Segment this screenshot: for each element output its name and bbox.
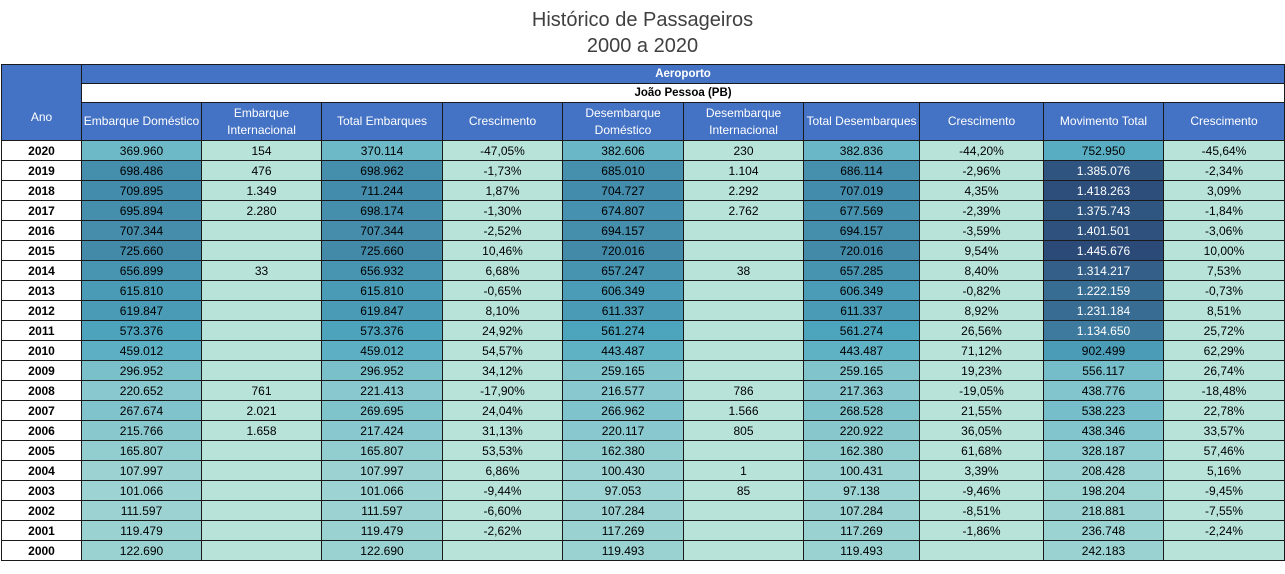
table-cell [684,221,804,241]
table-cell: 677.569 [804,201,920,221]
year-cell: 2000 [2,541,82,561]
table-cell: 1.231.184 [1044,301,1164,321]
table-cell: 459.012 [322,341,443,361]
table-cell: 561.274 [563,321,684,341]
year-cell: 2017 [2,201,82,221]
year-cell: 2008 [2,381,82,401]
page-title [0,0,1285,64]
table-cell: 19,23% [920,361,1044,381]
table-cell: 694.157 [804,221,920,241]
table-cell: 71,12% [920,341,1044,361]
table-cell: 6,68% [443,261,563,281]
table-cell: 24,04% [443,401,563,421]
table-cell: 1.385.076 [1044,161,1164,181]
table-cell: 1,87% [443,181,563,201]
table-row [2,161,1285,181]
table-cell: 3,09% [1164,181,1285,201]
city-header: João Pessoa (PB) [82,84,1285,103]
table-cell: 720.016 [804,241,920,261]
table-cell: 117.269 [563,521,684,541]
table-cell: -1,30% [443,201,563,221]
table-cell: 9,54% [920,241,1044,261]
year-cell: 2013 [2,281,82,301]
table-cell: 695.894 [82,201,202,221]
table-cell: -2,39% [920,201,1044,221]
table-cell: 1.418.263 [1044,181,1164,201]
table-cell: 217.363 [804,381,920,401]
table-cell: 266.962 [563,401,684,421]
table-cell [684,361,804,381]
table-cell: 1.134.650 [1044,321,1164,341]
year-cell: 2016 [2,221,82,241]
table-cell: 296.952 [322,361,443,381]
table-cell: 269.695 [322,401,443,421]
year-cell: 2007 [2,401,82,421]
table-cell: 259.165 [804,361,920,381]
table-cell: 236.748 [1044,521,1164,541]
table-row [2,461,1285,481]
table-cell [202,521,322,541]
table-cell: 704.727 [563,181,684,201]
table-cell [202,301,322,321]
table-cell: 438.346 [1044,421,1164,441]
table-cell: 5,16% [1164,461,1285,481]
table-cell: 674.807 [563,201,684,221]
table-cell: 328.187 [1044,441,1164,461]
table-row [2,481,1285,501]
table-cell: 53,53% [443,441,563,461]
table-cell: 6,86% [443,461,563,481]
year-cell: 2004 [2,461,82,481]
table-cell: 686.114 [804,161,920,181]
table-cell: -6,60% [443,501,563,521]
table-cell: 443.487 [804,341,920,361]
table-row [2,321,1285,341]
table-cell: 538.223 [1044,401,1164,421]
table-cell: 218.881 [1044,501,1164,521]
table-cell [202,361,322,381]
table-row [2,261,1285,281]
table-cell [202,221,322,241]
column-header: Crescimento [443,103,563,141]
table-cell: 707.344 [82,221,202,241]
table-row [2,541,1285,561]
table-cell [202,241,322,261]
table-cell: 217.424 [322,421,443,441]
table-cell: -9,46% [920,481,1044,501]
table-cell: 119.493 [804,541,920,561]
year-cell: 2002 [2,501,82,521]
year-cell: 2003 [2,481,82,501]
table-cell [202,341,322,361]
year-header: Ano [2,65,82,141]
table-cell [684,501,804,521]
table-cell: 1.566 [684,401,804,421]
table-cell: 725.660 [82,241,202,261]
table-cell: -9,45% [1164,481,1285,501]
table-cell: -1,86% [920,521,1044,541]
table-cell: 101.066 [82,481,202,501]
table-cell: 606.349 [563,281,684,301]
table-row [2,281,1285,301]
table-cell [684,341,804,361]
table-cell [202,461,322,481]
table-cell: 107.997 [322,461,443,481]
table-cell: 2.292 [684,181,804,201]
table-cell: 216.577 [563,381,684,401]
table-cell: 3,39% [920,461,1044,481]
table-row [2,141,1285,161]
table-row [2,441,1285,461]
table-cell: 162.380 [563,441,684,461]
table-cell: 606.349 [804,281,920,301]
table-cell: 259.165 [563,361,684,381]
table-row [2,301,1285,321]
table-cell: 267.674 [82,401,202,421]
table-row [2,381,1285,401]
table-cell [1164,541,1285,561]
table-cell [684,241,804,261]
table-cell: 611.337 [804,301,920,321]
table-cell: 707.344 [322,221,443,241]
table-cell: 1.349 [202,181,322,201]
table-cell: -1,73% [443,161,563,181]
table-cell: 26,56% [920,321,1044,341]
table-cell: 573.376 [322,321,443,341]
table-cell: 4,35% [920,181,1044,201]
table-row [2,501,1285,521]
table-cell: 21,55% [920,401,1044,421]
table-cell: 2.021 [202,401,322,421]
table-cell: 902.499 [1044,341,1164,361]
table-cell: 10,00% [1164,241,1285,261]
table-cell: 656.899 [82,261,202,281]
table-cell: -9,44% [443,481,563,501]
table-cell: 22,78% [1164,401,1285,421]
table-cell: -19,05% [920,381,1044,401]
table-cell: 165.807 [82,441,202,461]
table-cell: 698.174 [322,201,443,221]
table-cell: 36,05% [920,421,1044,441]
table-cell [684,441,804,461]
airport-header: Aeroporto [82,65,1285,84]
table-cell: 2.280 [202,201,322,221]
table-cell: 573.376 [82,321,202,341]
table-cell: 101.066 [322,481,443,501]
table-cell: 1.401.501 [1044,221,1164,241]
table-row [2,421,1285,441]
table-row [2,241,1285,261]
table-cell: 2.762 [684,201,804,221]
table-cell: 111.597 [82,501,202,521]
column-header: Crescimento [1164,103,1285,141]
table-cell: -2,52% [443,221,563,241]
table-cell: 382.606 [563,141,684,161]
table-row [2,181,1285,201]
table-cell: 382.836 [804,141,920,161]
column-header: Embarque Internacional [202,103,322,141]
table-cell [684,301,804,321]
table-cell: 25,72% [1164,321,1285,341]
table-cell: 1.222.159 [1044,281,1164,301]
year-cell: 2009 [2,361,82,381]
table-cell: 122.690 [322,541,443,561]
table-cell: 1.104 [684,161,804,181]
table-cell: 725.660 [322,241,443,261]
table-cell: -8,51% [920,501,1044,521]
table-cell: 720.016 [563,241,684,261]
table-cell: 54,57% [443,341,563,361]
table-cell: 619.847 [82,301,202,321]
table-cell: 57,46% [1164,441,1285,461]
table-cell: -7,55% [1164,501,1285,521]
table-cell [202,541,322,561]
table-cell: 154 [202,141,322,161]
table-cell: 369.960 [82,141,202,161]
table-row [2,401,1285,421]
year-cell: 2020 [2,141,82,161]
title-line-1: Histórico de Passageiros [531,9,754,31]
table-cell: 33 [202,261,322,281]
table-cell: -2,24% [1164,521,1285,541]
table-cell: 556.117 [1044,361,1164,381]
table-cell: 119.479 [322,521,443,541]
table-row [2,221,1285,241]
table-cell: 615.810 [82,281,202,301]
year-cell: 2005 [2,441,82,461]
table-cell: 459.012 [82,341,202,361]
table-cell: 61,68% [920,441,1044,461]
table-cell [443,541,563,561]
table-cell: 221.413 [322,381,443,401]
table-cell: 119.479 [82,521,202,541]
table-cell: 694.157 [563,221,684,241]
year-cell: 2018 [2,181,82,201]
table-cell: -17,90% [443,381,563,401]
table-cell: 707.019 [804,181,920,201]
table-cell: -3,06% [1164,221,1285,241]
table-cell: 111.597 [322,501,443,521]
table-cell: 107.997 [82,461,202,481]
table-cell: 62,29% [1164,341,1285,361]
table-cell: -44,20% [920,141,1044,161]
year-cell: 2012 [2,301,82,321]
table-cell: 698.962 [322,161,443,181]
table-cell: 242.183 [1044,541,1164,561]
table-cell: 220.117 [563,421,684,441]
table-cell: 1 [684,461,804,481]
table-cell: 752.950 [1044,141,1164,161]
table-row [2,521,1285,541]
title-line-2: 2000 a 2020 [586,35,699,57]
column-header: Movimento Total [1044,103,1164,141]
table-cell: 761 [202,381,322,401]
table-cell: 85 [684,481,804,501]
table-cell: 657.285 [804,261,920,281]
column-header: Total Embarques [322,103,443,141]
table-cell: 100.430 [563,461,684,481]
table-cell [202,321,322,341]
column-header: Embarque Doméstico [82,103,202,141]
table-cell: 711.244 [322,181,443,201]
year-cell: 2010 [2,341,82,361]
year-cell: 2006 [2,421,82,441]
table-cell [202,481,322,501]
table-cell: 220.652 [82,381,202,401]
table-cell: 38 [684,261,804,281]
year-cell: 2015 [2,241,82,261]
table-cell: 230 [684,141,804,161]
table-row [2,201,1285,221]
table-cell [202,441,322,461]
table-cell: -45,64% [1164,141,1285,161]
column-header: Crescimento [920,103,1044,141]
table-cell: 8,92% [920,301,1044,321]
table-cell: 119.493 [563,541,684,561]
table-row [2,361,1285,381]
table-cell: -0,73% [1164,281,1285,301]
table-cell: 107.284 [563,501,684,521]
table-cell: 476 [202,161,322,181]
table-cell: 268.528 [804,401,920,421]
table-cell: 24,92% [443,321,563,341]
table-cell: 165.807 [322,441,443,461]
table-cell: 26,74% [1164,361,1285,381]
table-cell [684,321,804,341]
table-cell: 296.952 [82,361,202,381]
table-cell: 1.445.676 [1044,241,1164,261]
table-cell: -47,05% [443,141,563,161]
year-cell: 2019 [2,161,82,181]
table-cell: 122.690 [82,541,202,561]
table-cell: 1.658 [202,421,322,441]
column-header: Desembarque Doméstico [563,103,684,141]
table-cell: 656.932 [322,261,443,281]
table-cell: -3,59% [920,221,1044,241]
table-cell: 7,53% [1164,261,1285,281]
table-cell: 709.895 [82,181,202,201]
table-cell: 100.431 [804,461,920,481]
table-cell: 97.053 [563,481,684,501]
table-cell: 107.284 [804,501,920,521]
table-cell: 443.487 [563,341,684,361]
table-cell: 208.428 [1044,461,1164,481]
table-cell: 117.269 [804,521,920,541]
table-cell: 615.810 [322,281,443,301]
table-cell: -2,96% [920,161,1044,181]
table-row [2,341,1285,361]
table-cell: 34,12% [443,361,563,381]
year-cell: 2014 [2,261,82,281]
year-cell: 2011 [2,321,82,341]
table-cell: -18,48% [1164,381,1285,401]
column-header: Total Desembarques [804,103,920,141]
table-cell [202,281,322,301]
table-cell: 657.247 [563,261,684,281]
table-cell: 698.486 [82,161,202,181]
table-cell: 619.847 [322,301,443,321]
table-cell: 33,57% [1164,421,1285,441]
table-cell: 8,40% [920,261,1044,281]
column-header: Desembarque Internacional [684,103,804,141]
table-cell [920,541,1044,561]
table-cell [202,501,322,521]
table-cell: 1.314.217 [1044,261,1164,281]
table-cell: -2,34% [1164,161,1285,181]
table-cell: 786 [684,381,804,401]
table-cell: 220.922 [804,421,920,441]
table-cell: 215.766 [82,421,202,441]
table-cell: 8,10% [443,301,563,321]
table-cell [684,541,804,561]
table-cell [684,521,804,541]
table-cell: 1.375.743 [1044,201,1164,221]
table-cell: 805 [684,421,804,441]
table-cell: -2,62% [443,521,563,541]
table-cell: 198.204 [1044,481,1164,501]
table-cell: 10,46% [443,241,563,261]
table-cell: 31,13% [443,421,563,441]
year-cell: 2001 [2,521,82,541]
table-cell: 561.274 [804,321,920,341]
table-cell: 438.776 [1044,381,1164,401]
table-cell: 162.380 [804,441,920,461]
table-cell [684,281,804,301]
table-cell: 370.114 [322,141,443,161]
table-cell: 685.010 [563,161,684,181]
table-cell: 8,51% [1164,301,1285,321]
table-cell: -0,82% [920,281,1044,301]
table-cell: -1,84% [1164,201,1285,221]
table-cell: -0,65% [443,281,563,301]
passenger-table [1,64,1285,561]
table-cell: 97.138 [804,481,920,501]
table-cell: 611.337 [563,301,684,321]
